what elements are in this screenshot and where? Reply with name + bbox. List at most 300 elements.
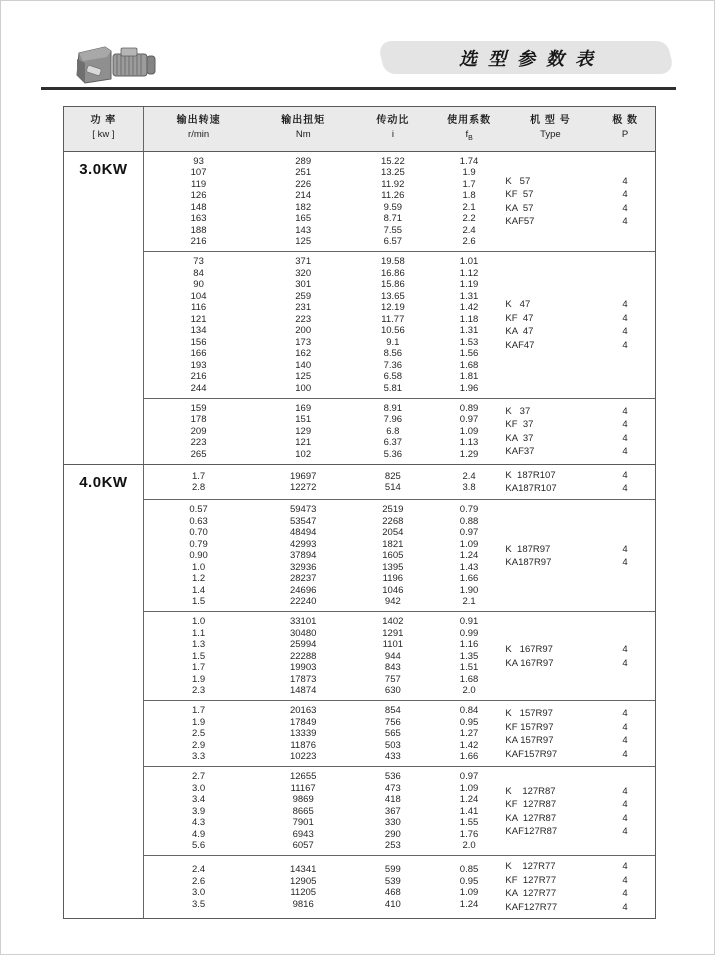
poles-value: 4 xyxy=(622,748,628,760)
type-value: KA 127R77 xyxy=(505,888,557,900)
poles-value: 4 xyxy=(622,175,628,187)
ratio-value: 6.58 xyxy=(383,371,403,383)
ratio-value: 539 xyxy=(384,875,401,887)
type-value: KA 127R87 xyxy=(505,812,557,824)
factor-value: 2.0 xyxy=(462,840,476,852)
torque-value: 13339 xyxy=(289,728,317,740)
ratio-value: 1101 xyxy=(382,639,404,651)
type-value: K 127R77 xyxy=(505,861,556,873)
ratio-value: 854 xyxy=(384,705,401,717)
speed-value: 1.1 xyxy=(191,627,206,639)
type-value: K 57 xyxy=(505,175,531,187)
data-block xyxy=(144,767,655,855)
data-block xyxy=(144,399,655,464)
speed-column xyxy=(144,705,254,763)
ratio-value: 11.77 xyxy=(381,313,405,325)
speed-value: 5.6 xyxy=(191,840,206,852)
ratio-value: 330 xyxy=(384,817,401,829)
speed-value: 1.0 xyxy=(191,616,206,628)
data-block xyxy=(144,152,655,252)
torque-column xyxy=(253,616,353,697)
factor-value: 1.09 xyxy=(459,538,479,550)
torque-value: 165 xyxy=(295,213,312,225)
factor-value: 1.90 xyxy=(459,584,479,596)
speed-value: 2.4 xyxy=(191,864,206,876)
torque-value: 17873 xyxy=(289,673,317,685)
speed-value: 4.9 xyxy=(191,828,206,840)
speed-value: 1.0 xyxy=(191,561,206,573)
type-value: K 187R97 xyxy=(505,543,551,555)
ratio-value: 599 xyxy=(384,864,401,876)
poles-value: 4 xyxy=(622,557,628,569)
factor-column xyxy=(433,156,506,248)
speed-value: 1.7 xyxy=(191,470,206,482)
section-blocks xyxy=(144,465,655,918)
factor-value: 1.7 xyxy=(462,178,476,190)
factor-column xyxy=(433,705,506,763)
ratio-value: 367 xyxy=(384,805,401,817)
factor-value: 2.6 xyxy=(462,236,476,248)
poles-value: 4 xyxy=(622,326,628,338)
header-output-speed xyxy=(144,107,254,151)
torque-column xyxy=(253,156,353,248)
poles-value: 4 xyxy=(622,901,628,913)
speed-value: 2.3 xyxy=(191,685,206,697)
poles-column xyxy=(595,504,655,608)
ratio-value: 2054 xyxy=(382,527,404,539)
speed-value: 188 xyxy=(190,224,207,236)
torque-value: 12655 xyxy=(289,771,317,783)
ratio-value: 503 xyxy=(384,739,401,751)
factor-value: 1.66 xyxy=(459,751,479,763)
speed-column xyxy=(144,156,254,248)
ratio-value: 6.37 xyxy=(383,437,403,449)
factor-value: 1.19 xyxy=(459,279,479,291)
torque-value: 37894 xyxy=(289,550,317,562)
factor-value: 1.53 xyxy=(459,336,479,348)
type-value: KF 157R97 xyxy=(505,721,554,733)
speed-value: 93 xyxy=(193,155,204,167)
torque-value: 251 xyxy=(295,167,312,179)
header-ratio-label: 传动比 xyxy=(376,115,410,126)
factor-value: 1.18 xyxy=(459,313,479,325)
type-value: KF 57 xyxy=(505,189,534,201)
type-value: KA187R107 xyxy=(505,483,557,495)
torque-value: 173 xyxy=(295,336,312,348)
speed-value: 107 xyxy=(190,167,207,179)
factor-value: 1.13 xyxy=(459,437,479,449)
ratio-value: 16.86 xyxy=(380,267,405,279)
type-value: KF 47 xyxy=(505,312,534,324)
header-divider-rule xyxy=(41,87,676,90)
gearmotor-photo xyxy=(71,41,163,87)
torque-value: 11167 xyxy=(290,782,316,794)
type-value: KF 127R87 xyxy=(505,799,557,811)
ratio-value: 253 xyxy=(384,840,401,852)
torque-value: 11876 xyxy=(290,739,317,751)
type-value: KA 157R97 xyxy=(505,735,554,747)
speed-value: 1.3 xyxy=(191,639,206,651)
speed-value: 0.90 xyxy=(189,550,208,562)
table-body xyxy=(64,152,655,918)
factor-value: 0.95 xyxy=(459,716,479,728)
poles-column xyxy=(595,771,655,852)
type-column xyxy=(505,403,595,461)
ratio-column xyxy=(353,403,433,461)
torque-value: 32936 xyxy=(289,561,317,573)
poles-value: 4 xyxy=(622,785,628,797)
speed-value: 216 xyxy=(190,236,207,248)
ratio-value: 8.91 xyxy=(383,402,403,414)
type-value: K 37 xyxy=(505,405,531,417)
poles-value: 4 xyxy=(622,202,628,214)
data-block xyxy=(144,856,655,918)
ratio-value: 12.19 xyxy=(380,302,405,314)
torque-value: 102 xyxy=(295,448,312,460)
torque-column xyxy=(253,256,353,394)
poles-value: 4 xyxy=(622,216,628,228)
ratio-value: 5.36 xyxy=(383,448,403,460)
ratio-column xyxy=(353,469,433,496)
factor-value: 0.88 xyxy=(459,515,479,527)
factor-value: 1.29 xyxy=(459,448,479,460)
type-value: KF 37 xyxy=(505,419,534,431)
poles-column xyxy=(595,616,655,697)
torque-value: 231 xyxy=(295,302,312,314)
header-type-label: 机 型 号 xyxy=(530,115,571,126)
header-ratio xyxy=(353,107,433,151)
ratio-value: 1605 xyxy=(382,550,404,562)
factor-value: 1.9 xyxy=(462,167,476,179)
ratio-value: 11.26 xyxy=(381,190,405,202)
ratio-value: 9.1 xyxy=(386,336,400,348)
header-torque-unit: Nm xyxy=(295,129,311,140)
factor-value: 0.84 xyxy=(459,705,479,717)
type-value: KAF127R87 xyxy=(505,826,558,838)
factor-value: 1.31 xyxy=(459,325,479,337)
torque-column xyxy=(253,469,353,496)
factor-value: 0.89 xyxy=(459,402,479,414)
ratio-value: 1395 xyxy=(382,561,404,573)
factor-value: 1.55 xyxy=(459,817,479,829)
type-column xyxy=(505,771,595,852)
header-output-torque xyxy=(253,107,353,151)
page-title: 选型参数表 xyxy=(459,48,604,69)
ratio-value: 13.25 xyxy=(380,167,405,179)
poles-value: 4 xyxy=(622,888,628,900)
speed-value: 3.3 xyxy=(191,751,206,763)
ratio-value: 13.65 xyxy=(380,290,405,302)
poles-value: 4 xyxy=(622,644,628,656)
ratio-value: 7.36 xyxy=(383,359,403,371)
ratio-value: 825 xyxy=(384,470,401,482)
type-column xyxy=(505,469,595,496)
factor-value: 1.24 xyxy=(459,794,479,806)
header-power-unit: [ kw ] xyxy=(92,129,115,140)
poles-value: 4 xyxy=(622,799,628,811)
factor-value: 0.79 xyxy=(459,504,479,516)
factor-value: 1.01 xyxy=(459,256,479,268)
factor-value: 1.16 xyxy=(459,639,479,651)
ratio-value: 2519 xyxy=(382,504,404,516)
poles-value: 4 xyxy=(622,826,628,838)
speed-value: 1.5 xyxy=(191,650,206,662)
poles-value: 4 xyxy=(622,874,628,886)
speed-value: 0.63 xyxy=(189,515,208,527)
ratio-value: 843 xyxy=(384,662,401,674)
ratio-value: 5.81 xyxy=(383,382,403,394)
speed-column xyxy=(144,256,254,394)
ratio-value: 7.96 xyxy=(383,414,403,426)
factor-value: 1.35 xyxy=(459,650,479,662)
poles-column xyxy=(595,705,655,763)
speed-column xyxy=(144,504,254,608)
speed-value: 2.7 xyxy=(191,771,206,783)
factor-value: 2.1 xyxy=(462,596,476,608)
torque-value: 10223 xyxy=(289,751,317,763)
speed-value: 73 xyxy=(193,256,204,268)
torque-value: 182 xyxy=(295,201,312,213)
torque-column xyxy=(253,771,353,852)
speed-value: 1.2 xyxy=(191,573,206,585)
title-banner xyxy=(381,41,671,74)
speed-value: 244 xyxy=(190,382,207,394)
torque-value: 259 xyxy=(295,290,312,302)
speed-value: 126 xyxy=(190,190,207,202)
speed-value: 4.3 xyxy=(191,817,206,829)
factor-value: 1.68 xyxy=(459,359,479,371)
factor-value: 1.41 xyxy=(459,805,479,817)
type-value: KF 127R77 xyxy=(505,874,557,886)
factor-value: 0.85 xyxy=(459,864,479,876)
torque-value: 226 xyxy=(295,178,312,190)
factor-value: 2.2 xyxy=(462,213,476,225)
power-section xyxy=(64,152,655,464)
speed-value: 2.6 xyxy=(191,875,206,887)
factor-value: 1.43 xyxy=(459,561,479,573)
factor-value: 2.4 xyxy=(462,470,476,482)
torque-value: 42993 xyxy=(289,538,317,550)
torque-value: 33101 xyxy=(289,616,317,628)
ratio-value: 15.22 xyxy=(380,155,405,167)
type-value: KAF57 xyxy=(505,216,535,228)
torque-value: 223 xyxy=(295,313,312,325)
power-label: 3.0KW xyxy=(64,152,144,464)
torque-value: 53547 xyxy=(289,515,317,527)
speed-value: 3.9 xyxy=(191,805,206,817)
header-factor-unit: $f_B$ xyxy=(465,129,473,142)
speed-value: 1.4 xyxy=(191,584,206,596)
torque-value: 162 xyxy=(295,348,312,360)
header-poles xyxy=(595,107,655,151)
type-column xyxy=(505,156,595,248)
torque-column xyxy=(253,403,353,461)
header-type-unit: Type xyxy=(540,129,561,140)
factor-value: 0.97 xyxy=(459,414,479,426)
ratio-column xyxy=(353,504,433,608)
poles-value: 4 xyxy=(622,312,628,324)
data-block xyxy=(144,500,655,611)
speed-value: 134 xyxy=(190,325,207,337)
poles-column xyxy=(595,860,655,914)
factor-value: 0.95 xyxy=(459,875,479,887)
speed-value: 148 xyxy=(190,201,207,213)
factor-value: 1.27 xyxy=(459,728,479,740)
ratio-value: 1821 xyxy=(382,538,404,550)
ratio-value: 6.57 xyxy=(383,236,403,248)
ratio-value: 10.56 xyxy=(380,325,405,337)
power-section xyxy=(64,464,655,918)
poles-value: 4 xyxy=(622,469,628,481)
factor-value: 1.51 xyxy=(459,662,479,674)
torque-value: 25994 xyxy=(289,639,317,651)
speed-value: 159 xyxy=(190,402,207,414)
poles-value: 4 xyxy=(622,861,628,873)
factor-column xyxy=(433,616,506,697)
factor-value: 1.31 xyxy=(459,290,479,302)
poles-value: 4 xyxy=(622,419,628,431)
factor-value: 1.09 xyxy=(459,782,479,794)
type-value: KA 37 xyxy=(505,432,534,444)
torque-value: 12272 xyxy=(289,482,317,494)
poles-column xyxy=(595,469,655,496)
ratio-value: 468 xyxy=(384,887,401,899)
type-column xyxy=(505,256,595,394)
torque-value: 121 xyxy=(295,437,312,449)
type-value: KA 57 xyxy=(505,202,534,214)
ratio-value: 1196 xyxy=(382,573,404,585)
torque-value: 289 xyxy=(295,155,312,167)
poles-column xyxy=(595,256,655,394)
torque-value: 30480 xyxy=(289,627,317,639)
factor-column xyxy=(433,403,506,461)
speed-value: 193 xyxy=(190,359,207,371)
torque-value: 6943 xyxy=(292,828,314,840)
factor-value: 2.0 xyxy=(462,685,476,697)
ratio-value: 290 xyxy=(384,828,401,840)
ratio-value: 1046 xyxy=(382,584,404,596)
speed-value: 3.4 xyxy=(191,794,206,806)
speed-value: 1.5 xyxy=(191,596,206,608)
ratio-value: 473 xyxy=(384,782,401,794)
factor-value: 1.42 xyxy=(459,302,479,314)
speed-value: 3.0 xyxy=(191,782,206,794)
torque-value: 6057 xyxy=(292,840,314,852)
speed-value: 104 xyxy=(190,290,207,302)
speed-value: 0.70 xyxy=(189,527,208,539)
table-header-row xyxy=(64,107,655,152)
header-speed-label: 输出转速 xyxy=(176,115,221,126)
speed-value: 2.5 xyxy=(191,728,206,740)
type-value: KAF47 xyxy=(505,339,535,351)
ratio-column xyxy=(353,860,433,914)
ratio-value: 1291 xyxy=(382,627,404,639)
speed-value: 1.7 xyxy=(191,662,206,674)
factor-column xyxy=(433,771,506,852)
factor-value: 2.1 xyxy=(462,201,476,213)
speed-value: 1.9 xyxy=(191,673,206,685)
torque-column xyxy=(253,504,353,608)
poles-column xyxy=(595,403,655,461)
factor-value: 1.12 xyxy=(459,267,479,279)
header-model-type xyxy=(506,107,596,151)
poles-value: 4 xyxy=(622,657,628,669)
torque-value: 48494 xyxy=(289,527,317,539)
poles-value: 4 xyxy=(622,708,628,720)
factor-value: 0.91 xyxy=(459,616,479,628)
factor-value: 1.09 xyxy=(459,425,479,437)
speed-value: 156 xyxy=(190,336,207,348)
torque-value: 20163 xyxy=(289,705,317,717)
type-value: KA 47 xyxy=(505,326,534,338)
torque-value: 301 xyxy=(295,279,312,291)
factor-value: 1.09 xyxy=(459,887,479,899)
poles-value: 4 xyxy=(622,299,628,311)
factor-value: 0.99 xyxy=(459,627,479,639)
torque-value: 24696 xyxy=(289,584,317,596)
ratio-value: 944 xyxy=(384,650,401,662)
ratio-value: 418 xyxy=(384,794,401,806)
speed-value: 121 xyxy=(190,313,207,325)
torque-value: 140 xyxy=(295,359,312,371)
ratio-value: 7.55 xyxy=(383,224,403,236)
factor-column xyxy=(433,469,506,496)
torque-column xyxy=(253,705,353,763)
ratio-value: 15.86 xyxy=(380,279,405,291)
type-value: KAF157R97 xyxy=(505,748,558,760)
type-column xyxy=(505,705,595,763)
type-value: KA187R97 xyxy=(505,557,552,569)
speed-value: 178 xyxy=(190,414,207,426)
speed-value: 0.79 xyxy=(189,538,208,550)
ratio-value: 565 xyxy=(384,728,401,740)
torque-value: 320 xyxy=(295,267,312,279)
header-torque-label: 输出扭矩 xyxy=(281,115,326,126)
power-label: 4.0KW xyxy=(64,465,144,918)
torque-value: 28237 xyxy=(289,573,317,585)
torque-value: 59473 xyxy=(289,504,317,516)
speed-column xyxy=(144,403,254,461)
factor-value: 1.76 xyxy=(459,828,479,840)
torque-value: 14874 xyxy=(289,685,317,697)
poles-value: 4 xyxy=(622,543,628,555)
torque-value: 8665 xyxy=(292,805,314,817)
factor-value: 1.56 xyxy=(459,348,479,360)
header-poles-unit: P xyxy=(621,129,629,140)
speed-value: 216 xyxy=(190,371,207,383)
ratio-value: 9.59 xyxy=(383,201,403,213)
poles-value: 4 xyxy=(622,405,628,417)
speed-value: 265 xyxy=(190,448,207,460)
header-service-factor xyxy=(433,107,506,151)
torque-value: 19903 xyxy=(289,662,317,674)
ratio-value: 756 xyxy=(384,716,401,728)
torque-value: 125 xyxy=(295,371,312,383)
torque-value: 22240 xyxy=(289,596,317,608)
poles-value: 4 xyxy=(622,812,628,824)
speed-value: 2.8 xyxy=(191,482,206,494)
factor-column xyxy=(433,256,506,394)
factor-value: 1.68 xyxy=(459,673,479,685)
type-value: K 157R97 xyxy=(505,708,553,720)
header-speed-unit: r/min xyxy=(188,129,210,140)
speed-value: 2.9 xyxy=(191,739,206,751)
ratio-value: 942 xyxy=(384,596,401,608)
header-factor-label: 使用系数 xyxy=(447,115,492,126)
header-ratio-unit: i xyxy=(391,129,394,140)
speed-value: 90 xyxy=(193,279,204,291)
torque-value: 200 xyxy=(295,325,312,337)
